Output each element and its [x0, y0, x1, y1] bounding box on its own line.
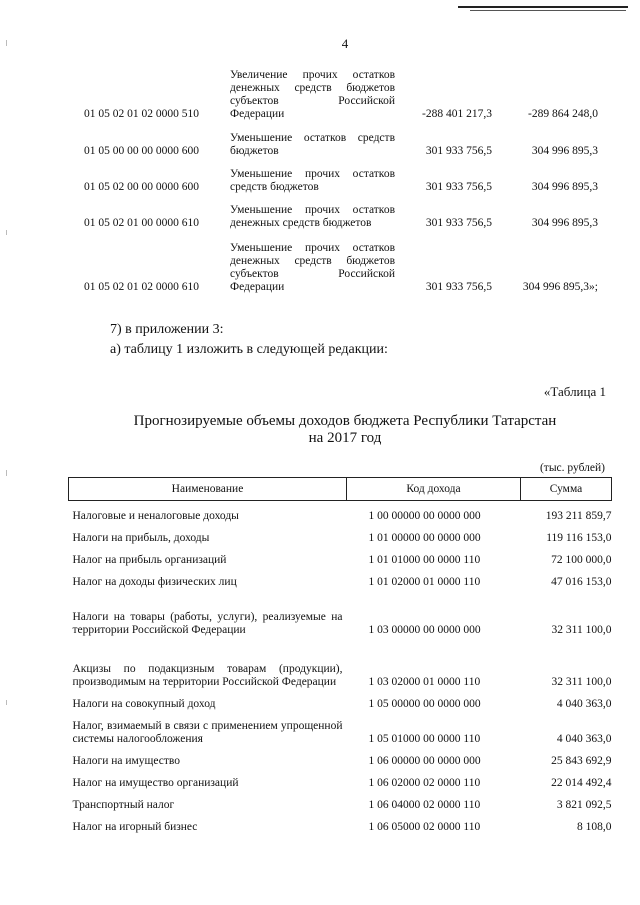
- cell-code: 1 01 00000 00 0000 000: [368, 532, 481, 544]
- cell-code: 1 03 02000 01 0000 110: [368, 676, 481, 688]
- cell-sum: 193 211 859,7: [545, 510, 612, 522]
- table-row: [69, 545, 612, 567]
- header-name: Наименование: [69, 478, 347, 501]
- row-value-2018: 304 996 895,3: [531, 181, 598, 193]
- cell-name: Налоги на прибыль, доходы: [72, 532, 210, 544]
- cell-sum: 3 821 092,5: [556, 799, 612, 811]
- row-code: 01 05 02 01 00 0000 610: [84, 217, 199, 229]
- continuation-row: [0, 66, 640, 121]
- cell-name: Налог, взимаемый в связи с применением упрощенной системы налогообложения: [72, 720, 343, 745]
- cell-sum: 22 014 492,4: [551, 777, 612, 789]
- row-code: 01 05 02 00 00 0000 600: [84, 181, 199, 193]
- cell-code: 1 06 02000 02 0000 110: [368, 777, 481, 789]
- table-row: [69, 812, 612, 834]
- cell-code: 1 06 04000 02 0000 110: [368, 799, 481, 811]
- table-row: [69, 589, 612, 637]
- cell-name: Налоги на товары (работы, услуги), реализуемые на территории Российской Федерации: [72, 611, 343, 636]
- row-value-2017: 301 933 756,5: [425, 145, 492, 157]
- revenue-table: [68, 477, 612, 834]
- cell-code: 1 06 00000 00 0000 000: [368, 755, 481, 767]
- table-row: [69, 768, 612, 790]
- cell-code: 1 03 00000 00 0000 000: [368, 624, 481, 636]
- cell-sum: 32 311 100,0: [551, 624, 612, 636]
- header-sum: Сумма: [521, 478, 612, 501]
- row-value-2018: -289 864 248,0: [528, 108, 598, 120]
- cell-code: 1 05 01000 00 0000 110: [368, 733, 481, 745]
- continuation-row: [0, 201, 640, 230]
- cell-name: Налоги на совокупный доход: [72, 698, 216, 710]
- cell-name: Налоговые и неналоговые доходы: [72, 510, 239, 522]
- cell-sum: 72 100 000,0: [551, 554, 612, 566]
- table-title: Прогнозируемые объемы доходов бюджета Республики Татарстан: [133, 413, 557, 429]
- cell-sum: 119 116 153,0: [546, 532, 612, 544]
- cell-sum: 4 040 363,0: [556, 698, 612, 710]
- row-value-2018: 304 996 895,3: [531, 217, 598, 229]
- continuation-row: [0, 129, 640, 158]
- margin-mark: [6, 470, 7, 476]
- cell-sum: 25 843 692,9: [551, 755, 612, 767]
- continuation-row: [0, 239, 640, 294]
- cell-code: 1 00 00000 00 0000 000: [368, 510, 481, 522]
- cell-sum: 4 040 363,0: [556, 733, 612, 745]
- table-reference: «Таблица 1: [543, 384, 606, 399]
- continuation-row: [0, 165, 640, 194]
- table-row: [69, 523, 612, 545]
- paragraph-appendix: 7) в приложении 3:: [110, 322, 224, 337]
- cell-name: Транспортный налог: [72, 799, 175, 811]
- row-value-2017: 301 933 756,5: [425, 181, 492, 193]
- page-number: 4: [341, 36, 349, 51]
- row-name: Уменьшение прочих остатков денежных средств бюджетов субъектов Российской Федерации: [230, 242, 395, 293]
- row-value-2018: 304 996 895,3»;: [522, 281, 598, 293]
- table-row: [69, 711, 612, 746]
- header-code: Код дохода: [347, 478, 521, 501]
- table-row: [69, 689, 612, 711]
- top-rule-thin: [470, 10, 626, 11]
- cell-name: Налог на доходы физических лиц: [72, 576, 237, 588]
- cell-name: Налоги на имущество: [72, 755, 181, 767]
- table-title-year: на 2017 год: [308, 430, 382, 446]
- row-value-2017: 301 933 756,5: [425, 281, 492, 293]
- row-name: Уменьшение прочих остатков средств бюджетов: [230, 168, 395, 193]
- cell-sum: 32 311 100,0: [551, 676, 612, 688]
- cell-sum: 8 108,0: [577, 821, 612, 833]
- table-row: [69, 567, 612, 589]
- cell-sum: 47 016 153,0: [551, 576, 612, 588]
- row-name: Увеличение прочих остатков денежных средств бюджетов субъектов Российской Федерации: [230, 69, 395, 120]
- cell-name: Налог на прибыль организаций: [72, 554, 227, 566]
- cell-name: Налог на игорный бизнес: [72, 821, 198, 833]
- cell-code: 1 01 01000 00 0000 110: [368, 554, 481, 566]
- row-value-2018: 304 996 895,3: [531, 145, 598, 157]
- row-code: 01 05 02 01 02 0000 610: [84, 281, 199, 293]
- row-value-2017: 301 933 756,5: [425, 217, 492, 229]
- margin-mark: [6, 700, 7, 705]
- table-row: [69, 637, 612, 689]
- margin-mark: [6, 230, 7, 235]
- cell-name: Налог на имущество организаций: [72, 777, 239, 789]
- top-rule: [458, 6, 628, 8]
- cell-name: Акцизы по подакцизным товарам (продукции), производимым на территории Российской Федерации: [72, 663, 343, 688]
- table-row: [69, 790, 612, 812]
- row-name: Уменьшение остатков средств бюджетов: [230, 132, 395, 157]
- row-value-2017: -288 401 217,3: [422, 108, 492, 120]
- row-code: 01 05 00 00 00 0000 600: [84, 145, 199, 157]
- row-code: 01 05 02 01 02 0000 510: [84, 108, 199, 120]
- unit-label: (тыс. рублей): [539, 462, 605, 474]
- table-header-row: [69, 478, 612, 501]
- table-row: [69, 746, 612, 768]
- cell-code: 1 01 02000 01 0000 110: [368, 576, 481, 588]
- table-row: [69, 501, 612, 524]
- row-name: Уменьшение прочих остатков денежных средств бюджетов: [230, 204, 395, 229]
- cell-code: 1 06 05000 02 0000 110: [368, 821, 481, 833]
- paragraph-table-instruction: а) таблицу 1 изложить в следующей редакции:: [110, 342, 388, 357]
- cell-code: 1 05 00000 00 0000 000: [368, 698, 481, 710]
